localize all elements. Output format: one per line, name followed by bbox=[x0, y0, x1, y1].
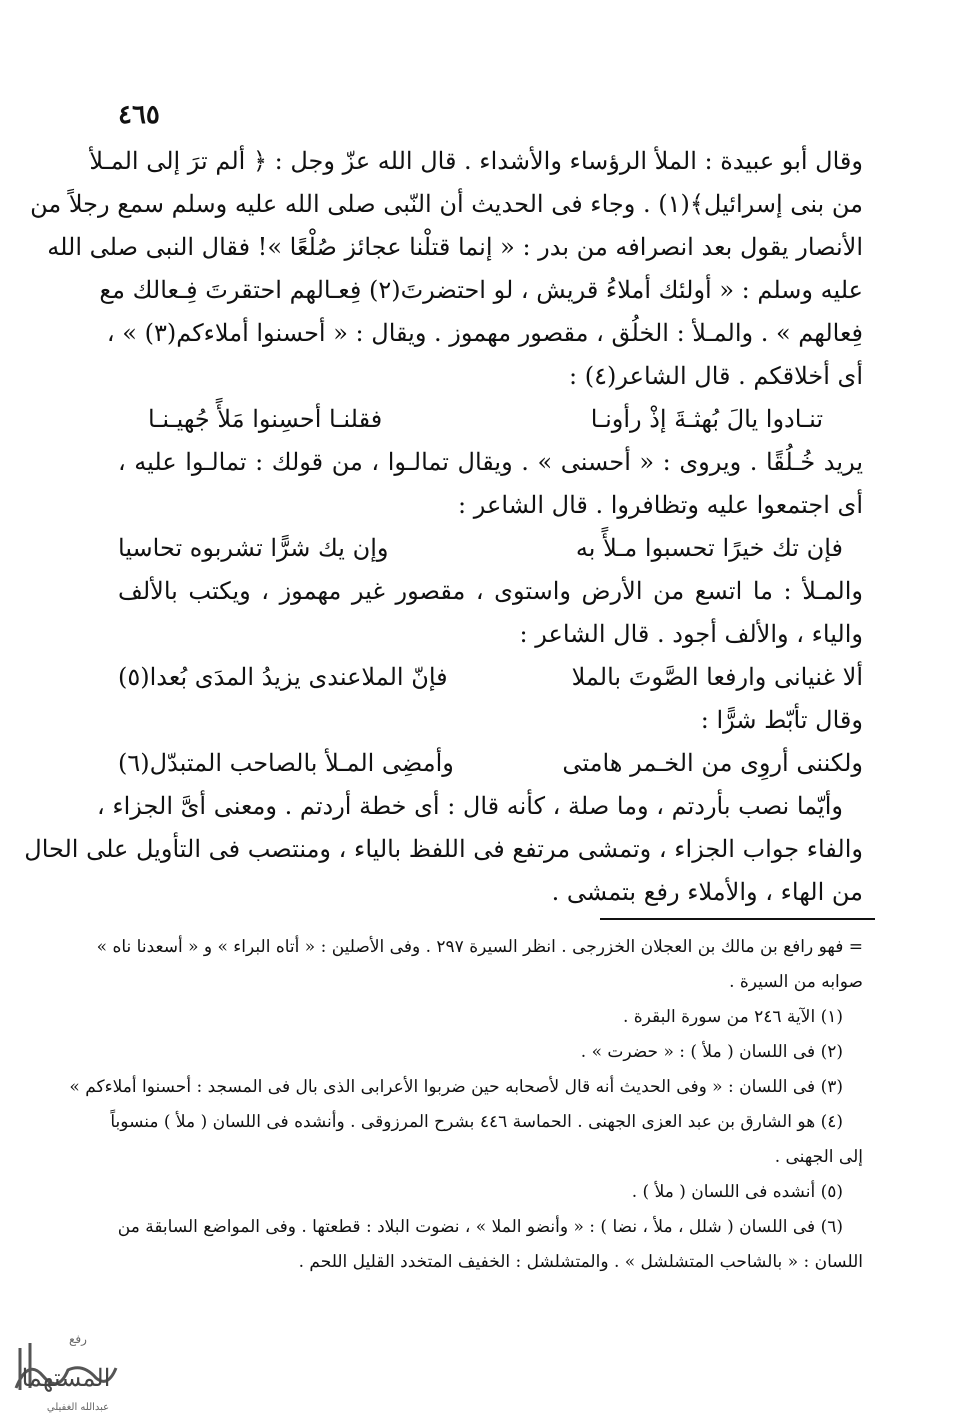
footnote-line: (٥) أنشده فى اللسان ( ملأ ) . bbox=[631, 1182, 843, 1202]
text-line: عليه وسلم : « أولئك أملاءُ قريش ، لو احتضرتَ(٢) فِعـالهم احتقرتَ فِـعالك مع bbox=[99, 276, 863, 304]
verse-second-hemistich: وأمضِى المـلأ بالصاحب المتبدّل(٦) bbox=[118, 749, 454, 777]
text-line: فِعالهم » . والمـلأ : الخلُق ، مقصور مهموز . ويقال : « أحسنوا أملاءكم(٣) » ، bbox=[106, 319, 863, 347]
verse-second-hemistich: فإنّ الملاعندى يزيدُ المدَى بُعدا(٥) bbox=[118, 663, 448, 691]
footnote-separator bbox=[600, 918, 875, 920]
footnote-line: (٢) فى اللسان ( ملأ ) : « حضرت » . bbox=[580, 1042, 843, 1062]
text-line: أى اجتمعوا عليه وتظافروا . قال الشاعر : bbox=[458, 491, 863, 519]
footnote-line: اللسان : « بالشاحب المتشلشل » . والمتشلشل : الخفيف المتخدد القليل اللحم . bbox=[298, 1252, 863, 1272]
text-line: الأنصار يقول بعد انصرافه من بدر : « إنما قتلْنا عجائز صُلْعًا »! فقال النبى صلى الله bbox=[47, 233, 863, 261]
footnote-line: إلى الجهنى . bbox=[774, 1147, 863, 1167]
page-number: ٤٦٥ bbox=[118, 100, 160, 130]
text-line: وقال تأبّط شرًّا : bbox=[700, 706, 863, 734]
poetry-verse bbox=[118, 527, 863, 570]
watermark-sub-text: عبدالله الغفيلي bbox=[46, 1402, 110, 1413]
text-line: من بنى إسرائيل﴾(١) . وجاء فى الحديث أن النّبى صلى الله عليه وسلم سمع رجلاً من bbox=[30, 190, 863, 218]
poetry-verse bbox=[118, 742, 863, 785]
verse-second-hemistich: فقلنـا أحسِنوا مَلأً جُهيـنـا bbox=[148, 405, 383, 433]
footnote-line: صوابه من السيرة . bbox=[729, 972, 863, 992]
footnote-line: (٣) فى اللسان : « وفى الحديث أنه قال لأصحابه حين ضربوا الأعرابى الذى بال فى المسجد : أحسنوا أملاءكم » bbox=[69, 1077, 843, 1097]
text-line: والمـلأ : ما اتسع من الأرض واستوى ، مقصور غير مهموز ، ويكتب بالألف bbox=[118, 577, 863, 605]
watermark-main-text: المستهما bbox=[21, 1364, 111, 1392]
poetry-verse bbox=[118, 398, 863, 441]
footnote-line: = فهو رافع بن مالك بن العجلان الخزرجى . انظر السيرة ٢٩٧ . وفى الأصلين : « أتاه البراء » و « أسعدنا ناه » bbox=[96, 937, 863, 957]
footnote-line: (٤) هو الشارق بن عبد العزى الجهنى . الحماسة ٤٤٦ بشرح المرزوقى . وأنشده فى اللسان ( ملأ ) منسوباً bbox=[110, 1112, 843, 1132]
verse-second-hemistich: وإن يك شرًّا تشربوه تحاسيا bbox=[118, 534, 389, 562]
watermark-top-text: رفع bbox=[69, 1332, 87, 1346]
text-line: والفاء جواب الجزاء ، وتمشى مرتفع فى اللفظ بالياء ، ومنتصب فى التأويل على الحال bbox=[24, 835, 863, 863]
text-line: وأيّما نصب بأردتم ، وما صلة ، كأنه قال : أى خطة أردتم . ومعنى أىَّ الجزاء ، bbox=[96, 792, 843, 820]
text-line: يريد خُـلُقًا . ويروى : « أحسنى » . ويقال تمالـوا ، من قولك : تمالـوا عليه ، bbox=[118, 448, 863, 476]
footnotes bbox=[69, 930, 863, 1280]
text-line: وقال أبو عبيدة : الملأ الرؤساء والأشداء . قال الله عزّ وجل : ﴿ ألم ترَ إلى المـلأ bbox=[89, 147, 863, 175]
verse-first-hemistich: تنـادوا يالَ بُهثـةَ إذْ رأونـا bbox=[590, 405, 823, 433]
footnote-line: (١) الآية ٢٤٦ من سورة البقرة . bbox=[622, 1007, 843, 1027]
text-line: من الهاء ، والأملاء رفع بتمشى . bbox=[551, 878, 863, 906]
verse-first-hemistich: ولكننى أروِى من الخـمر هامتى bbox=[562, 749, 863, 777]
verse-first-hemistich: فإن تك خيرًا تحسبوا مـلأً به bbox=[575, 534, 843, 562]
poetry-verse bbox=[118, 656, 863, 699]
main-text bbox=[24, 140, 863, 914]
footnote-line: (٦) فى اللسان ( شلل ، ملأ ، نضا ) : « وأنضو الملا » ، نضوت البلاد : قطعتها . وفى المواضع السابقة من bbox=[117, 1217, 843, 1237]
text-line: والياء ، والألف أجود . قال الشاعر : bbox=[519, 620, 863, 648]
text-line: أى أخلاقكم . قال الشاعر(٤) : bbox=[569, 362, 863, 390]
calligraphy-watermark-logo bbox=[8, 1318, 123, 1418]
verse-first-hemistich: ألا غنيانى وارفعا الصَّوتَ بالملا bbox=[571, 663, 863, 691]
